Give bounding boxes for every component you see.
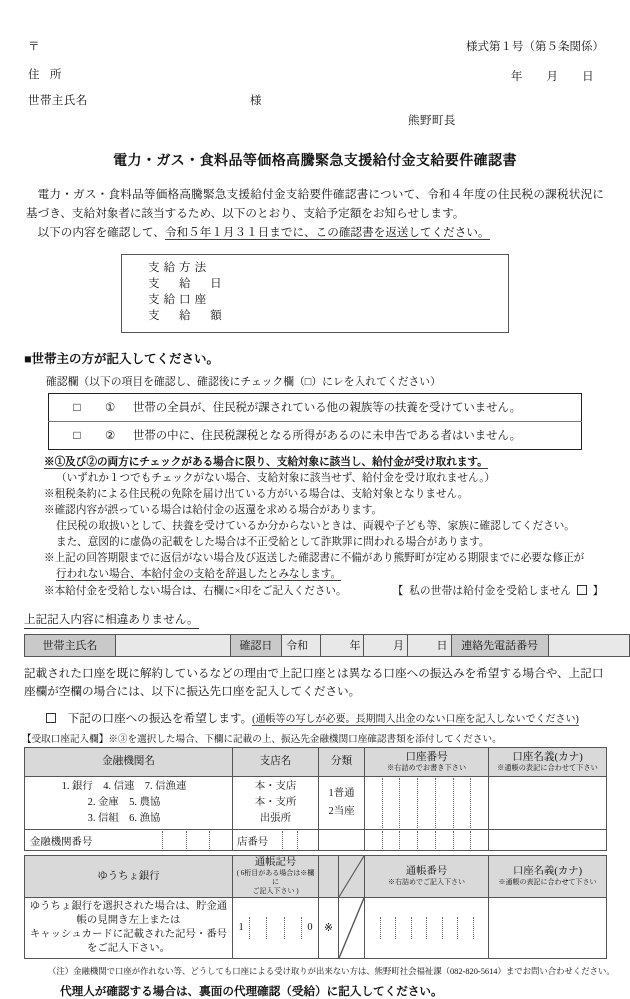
digit-cell[interactable] bbox=[381, 917, 397, 939]
payment-date-row: 支 給 日 bbox=[148, 278, 226, 291]
digit-cell[interactable] bbox=[140, 831, 163, 849]
note-line-6: また、意図的に虚偽の記載をした場合は不正受給として詐欺罪に問われる場合があります。 bbox=[56, 537, 490, 549]
institution-number-digits[interactable] bbox=[140, 831, 232, 849]
table-row[interactable] bbox=[25, 830, 607, 851]
branch-number-cell[interactable] bbox=[233, 830, 319, 851]
sig-day-field[interactable]: 日 bbox=[407, 634, 451, 656]
payment-account-row: 支給口座 bbox=[148, 294, 211, 307]
note-line-1 bbox=[44, 455, 630, 471]
intro-p2-deadline: 令和５年１月３１日までに、この確認書を返送してください。 bbox=[164, 225, 490, 239]
agreement-statement: 上記記入内容に相違ありません。 bbox=[24, 611, 199, 629]
note-8-text: 行われない場合、本給付金の支給を辞退したとみなします。 bbox=[56, 569, 342, 581]
yucho-holder-header-text: 口座名義(カナ) bbox=[512, 866, 583, 878]
footer-agent-note: 代理人が確認する場合は、裏面の代理確認（受給）に記入してください。 bbox=[60, 985, 443, 999]
branch-kind-1: 本・支店 bbox=[254, 781, 297, 793]
payment-details-box bbox=[121, 254, 509, 332]
digit-cell[interactable] bbox=[163, 831, 186, 849]
checkbox-item-2[interactable]: □ bbox=[49, 421, 106, 449]
digit-cell[interactable] bbox=[267, 917, 284, 939]
yucho-symbol-cells[interactable] bbox=[233, 898, 319, 959]
yucho-slash-cell bbox=[339, 856, 365, 898]
yucho-number-header-text: 通帳番号 bbox=[405, 866, 448, 878]
yucho-desc-line-2: キャッシュカードに記載された記号・番号をご記入下さい。 bbox=[29, 929, 228, 955]
yucho-symbol-note: ( 6桁目がある場合は※欄に ご記入下さい ) bbox=[236, 868, 315, 896]
note-line-3: ※租税条約による住民税の免除を届け出ている方がいる場合は、支給対象となりません。 bbox=[44, 488, 469, 500]
sig-month-field[interactable]: 月 bbox=[364, 634, 408, 656]
yucho-desc-line-1: ゆうちょ銀行を選択された場合は、貯金通帳の見開き左上または bbox=[29, 901, 228, 927]
digit-cell[interactable] bbox=[187, 831, 210, 849]
payment-amount-row: 支 給 額 bbox=[148, 309, 226, 322]
digit-cell[interactable] bbox=[365, 778, 383, 828]
payment-method-row: 支給方法 bbox=[148, 262, 211, 275]
table-header-row bbox=[25, 748, 607, 777]
yucho-name-header: ゆうちょ銀行 bbox=[25, 856, 233, 898]
yucho-symbol-digit-group[interactable] bbox=[233, 917, 318, 939]
branch-kind-2: 本・支所 bbox=[254, 797, 297, 809]
branch-header-text: 支店名 bbox=[259, 756, 292, 768]
bank-account-table bbox=[24, 747, 607, 851]
table-row[interactable] bbox=[25, 898, 607, 959]
alternate-account-paragraph: 記載された口座を既に解約しているなどの理由で上記口座とは異なる口座への振込みを希望する場合や、上記口座欄が空欄の場合には、以下に振込先口座を記入してください。 bbox=[24, 666, 604, 698]
yucho-holder-input[interactable] bbox=[489, 898, 607, 959]
digit-cell[interactable] bbox=[436, 778, 454, 828]
note-line-2: （いずれか１つでもチェックがない場合、支給対象に該当せず、給付金を受け取れません。） bbox=[56, 472, 496, 484]
section-heading-householder: ■世帯主の方が記入してください。 bbox=[24, 351, 220, 366]
check-item-2-text: 世帯の中に、住民税課税となる所得があるのに未申告である者はいません。 bbox=[133, 421, 582, 449]
yucho-kome-header bbox=[319, 856, 339, 898]
digit-cell[interactable] bbox=[436, 831, 454, 849]
digit-cell[interactable] bbox=[418, 778, 436, 828]
account-number-digit-group[interactable] bbox=[365, 778, 488, 828]
digit-cell[interactable] bbox=[400, 778, 418, 828]
check-item-1-number: ① bbox=[105, 402, 116, 415]
table-row[interactable] bbox=[25, 777, 607, 830]
issue-date-blank: 年 月 日 bbox=[510, 71, 600, 83]
issuer-name: 熊野町長 bbox=[408, 115, 456, 127]
digit-cell[interactable] bbox=[471, 778, 488, 828]
page-title: 電力・ガス・食料品等価格高騰緊急支援給付金支給要件確認書 bbox=[113, 154, 517, 169]
holder-spacer-cell bbox=[489, 830, 607, 851]
yucho-number-digit-group[interactable] bbox=[365, 917, 488, 939]
branch-kind-3: 出張所 bbox=[259, 813, 292, 825]
sig-confirm-date-label: 確認日 bbox=[230, 634, 281, 656]
digit-cell[interactable] bbox=[396, 917, 412, 939]
digit-cell[interactable] bbox=[443, 917, 459, 939]
yucho-symbol-note-2: ご記入下さい bbox=[252, 887, 295, 896]
table-row[interactable] bbox=[49, 393, 582, 421]
col-header-holder bbox=[489, 748, 607, 777]
sig-name-label: 世帯主氏名 bbox=[25, 634, 116, 656]
signature-table bbox=[24, 634, 630, 657]
intro-p2-pre: 以下の内容を確認して、 bbox=[37, 225, 165, 239]
note-line-9 bbox=[44, 584, 630, 600]
yucho-description-cell bbox=[25, 898, 233, 959]
yucho-symbol-note-1: 6桁目がある場合は※欄に bbox=[240, 868, 315, 886]
digit-cell[interactable] bbox=[383, 778, 401, 828]
digit-cell[interactable] bbox=[474, 917, 489, 939]
account-no-header-note: ※右詰めでお書き下さい bbox=[386, 764, 467, 773]
bracket-close: 】 bbox=[592, 585, 604, 597]
digit-cell-prefilled[interactable]: 1 bbox=[233, 917, 250, 939]
digit-cell[interactable] bbox=[365, 831, 383, 849]
table-row[interactable] bbox=[49, 421, 582, 449]
branch-kind-list[interactable] bbox=[233, 777, 319, 830]
col-header-branch bbox=[233, 748, 319, 777]
type-header-text: 分類 bbox=[330, 756, 353, 768]
digit-cell[interactable] bbox=[458, 917, 474, 939]
account-number-spacer bbox=[365, 830, 489, 851]
check-item-1-text: 世帯の全員が、住民税が課されている他の親族等の扶養を受けていません。 bbox=[133, 402, 521, 415]
branch-number-label: 店番号 bbox=[237, 836, 269, 848]
decline-checkbox[interactable] bbox=[577, 585, 587, 595]
type-spacer-cell bbox=[319, 830, 365, 851]
yucho-symbol-header bbox=[233, 856, 319, 898]
digit-cell-zero[interactable]: 0 bbox=[307, 922, 313, 934]
digit-cell[interactable] bbox=[250, 917, 267, 939]
sig-name-input[interactable] bbox=[116, 634, 231, 656]
decline-bracket bbox=[393, 584, 604, 600]
notes-section bbox=[44, 455, 630, 600]
account-number-cells[interactable] bbox=[365, 777, 489, 830]
intro-paragraph-1: 電力・ガス・食料品等価格高騰緊急支援給付金支給要件確認書について、令和４年度の住民税の課税状況に基づき、支給対象者に該当するため、以下のとおり、支給予定額をお知らせします。 bbox=[26, 188, 604, 220]
bracket-open: 【 bbox=[392, 585, 404, 597]
table-row bbox=[25, 634, 630, 656]
account-type-option-1: 1普通 bbox=[328, 788, 355, 800]
sig-phone-input[interactable] bbox=[548, 634, 629, 656]
institution-kind-3: 3. 信組 6. 漁協 bbox=[87, 813, 161, 825]
note-line-7: ※上記の回答期限までに返信がない場合及び返送した確認書に不備があり熊野町が定める期限までに必要な修正が bbox=[44, 553, 585, 565]
account-type-option-2: 2当座 bbox=[328, 806, 355, 818]
digit-cell[interactable] bbox=[210, 831, 232, 849]
institution-kind-list[interactable] bbox=[25, 777, 233, 830]
digit-cell[interactable] bbox=[418, 831, 436, 849]
transfer-wish-line[interactable] bbox=[46, 710, 630, 726]
account-no-header-text: 口座番号 bbox=[405, 752, 448, 764]
transfer-wish-note: (通帳等の写しが必要。長期間入出金のない口座を記入しないでください) bbox=[252, 714, 579, 726]
digit-cell[interactable] bbox=[427, 917, 443, 939]
receive-account-lead: 【受取口座記入欄】※③を選択した場合、下欄に記載の上、振込先金融機関口座確認書類を添付してください。 bbox=[22, 734, 502, 746]
holder-header-note: ※通帳の表記に合わせて下さい bbox=[497, 764, 598, 773]
note-9-text: ※本給付金を受給しない場合は、右欄に×印をご記入ください。 bbox=[44, 585, 347, 597]
holder-header-text: 口座名義(カナ) bbox=[512, 752, 583, 764]
yucho-number-header bbox=[365, 856, 489, 898]
digit-cell[interactable] bbox=[285, 917, 302, 939]
digit-cell[interactable] bbox=[454, 831, 472, 849]
institution-number-label: 金融機関番号 bbox=[30, 836, 93, 848]
sig-phone-label: 連絡先電話番号 bbox=[451, 634, 548, 656]
note-line-8 bbox=[44, 567, 630, 583]
institution-kind-2: 2. 金庫 5. 農協 bbox=[87, 797, 161, 809]
institution-number-cell[interactable] bbox=[25, 830, 233, 851]
digit-cell[interactable] bbox=[283, 831, 298, 849]
yucho-bank-table bbox=[24, 855, 607, 959]
digit-cell[interactable] bbox=[298, 831, 312, 849]
account-type-options[interactable] bbox=[319, 777, 365, 830]
check-instructions: 確認欄（以下の項目を確認し、確認後にチェック欄（□）にレを入れてください） bbox=[46, 375, 441, 388]
account-number-digit-group-2[interactable] bbox=[365, 831, 488, 849]
yucho-holder-note: ※通帳の表記に合わせて下さい bbox=[498, 877, 597, 886]
note-1-text: ※①及び②の両方にチェックがある場合に限り、支給対象に該当し、給付金が受け取れます。 bbox=[44, 456, 488, 468]
digit-cell[interactable] bbox=[471, 831, 488, 849]
yucho-kome-cell[interactable]: ※ bbox=[319, 898, 339, 959]
digit-cell[interactable] bbox=[412, 917, 428, 939]
institution-kind-1: 1. 銀行 4. 信連 7. 信漁連 bbox=[61, 781, 187, 793]
form-number: 様式第１号（第５条関係） bbox=[466, 41, 604, 53]
digit-cell[interactable] bbox=[383, 831, 401, 849]
honorific-sama: 様 bbox=[250, 95, 262, 107]
intro-paragraph-2 bbox=[26, 224, 604, 243]
note-line-4: ※確認内容が誤っている場合は給付金の返還を求める場合があります。 bbox=[44, 505, 383, 517]
yucho-symbol-header-text: 通帳記号 bbox=[254, 857, 297, 869]
footer-note: （注）金融機関で口座が作れない等、どうしても口座による受け取りが出来ない方は、熊野町社会福祉課（082-820-5614）までお問い合わせください。 bbox=[48, 967, 615, 977]
transfer-wish-checkbox[interactable] bbox=[46, 713, 56, 723]
postal-code-label: 〒 bbox=[28, 41, 41, 53]
decline-text: 私の世帯は給付金を受給しません bbox=[409, 585, 572, 597]
diagonal-slash-icon bbox=[339, 856, 364, 897]
yucho-number-cells[interactable] bbox=[365, 898, 489, 959]
institution-header-text: 金融機関名 bbox=[102, 756, 155, 768]
transfer-wish-text: 下記の口座への振込を希望します。 bbox=[67, 712, 253, 726]
col-header-type bbox=[319, 748, 365, 777]
digit-cell[interactable] bbox=[454, 778, 472, 828]
col-header-institution bbox=[25, 748, 233, 777]
confirmation-check-table bbox=[48, 393, 582, 450]
digit-cell[interactable] bbox=[365, 917, 381, 939]
document-header bbox=[0, 0, 630, 128]
householder-name-label: 世帯主氏名 bbox=[28, 95, 88, 107]
address-label: 住所 bbox=[28, 69, 72, 81]
check-item-2-number: ② bbox=[105, 421, 133, 449]
yucho-holder-header bbox=[489, 856, 607, 898]
diagonal-slash-icon-body bbox=[339, 898, 364, 958]
col-header-account-no bbox=[365, 748, 489, 777]
sig-year-field[interactable]: 年 bbox=[320, 634, 364, 656]
checkbox-item-1[interactable]: □ bbox=[73, 399, 81, 414]
note-line-5: 住民税の取扱いとして、扶養を受けているか分からないときは、両親や子ども等、家族に確認してください。 bbox=[56, 521, 575, 533]
digit-cell[interactable] bbox=[400, 831, 418, 849]
yucho-number-note: ※右詰めでご記入下さい bbox=[388, 877, 465, 886]
table-header-row bbox=[25, 856, 607, 898]
sig-era-label: 令和 bbox=[282, 634, 321, 656]
digit-cell[interactable] bbox=[268, 831, 283, 849]
branch-number-digits[interactable] bbox=[268, 831, 312, 849]
yucho-slash-cell-body bbox=[339, 898, 365, 959]
intro-section bbox=[26, 186, 604, 242]
account-holder-input[interactable] bbox=[489, 777, 607, 830]
